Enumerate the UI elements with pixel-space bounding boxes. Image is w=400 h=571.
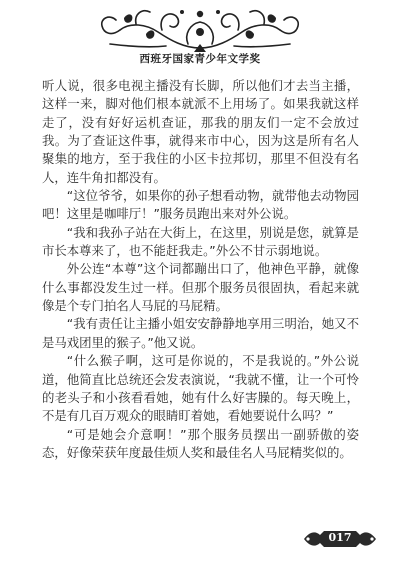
- page-header: [0, 0, 400, 72]
- paragraph: “可是她会介意啊！”那个服务员摆出一副骄傲的姿态，好像荣获年度最佳烦人奖和最佳名人马屁精奖似的。: [42, 426, 359, 460]
- paragraph: “这位爷爷，如果你的孙子想看动物，就带他去动物园吧！这里是咖啡厅！”服务员跑出来对外公说。: [42, 188, 359, 222]
- paragraph: 听人说，很多电视主播没有长脚，所以他们才去当主播，这样一来，脚对他们根本就派不上用场了。如果我就这样走了，没有好好运机查证，那我的朋友们一定不会放过我。为了查证这件事，就得来市中心，因为这是所有名人聚集的地方，至于我住的小区卡拉邦切，那里不但没有名人，连牛角扣都没有。: [42, 78, 359, 185]
- series-title: 西班牙国家青少年文学奖: [139, 53, 261, 65]
- page-number: 017: [328, 531, 352, 544]
- floral-ornament-icon: [96, 4, 304, 54]
- paragraph: 外公连“本尊”这个词都蹦出口了，他神色平静，就像什么事都没发生过一样。但那个服务员很固执，看起来就像是个专门拍名人马屁的马屁精。: [42, 261, 359, 314]
- paragraph: “什么猴子啊，这可是你说的，不是我说的。”外公说道，他简直比总统还会发表演说，“我就不懂，让一个可怜的老头子和小孩看看她，她有什么好害臊的。每天晚上，不是有几百万观众的眼睛盯着她，看她要说什么吗？”: [42, 353, 359, 424]
- paragraph: “我和我孙子站在大街上，在这里，别说是您，就算是市长本尊来了，也不能赶我走。”外公不甘示弱地说。: [42, 224, 359, 259]
- paragraph: “我有责任让主播小姐安安静静地享用三明治，她又不是马戏团里的猴子。”他又说。: [42, 316, 359, 350]
- body-text: [42, 77, 359, 462]
